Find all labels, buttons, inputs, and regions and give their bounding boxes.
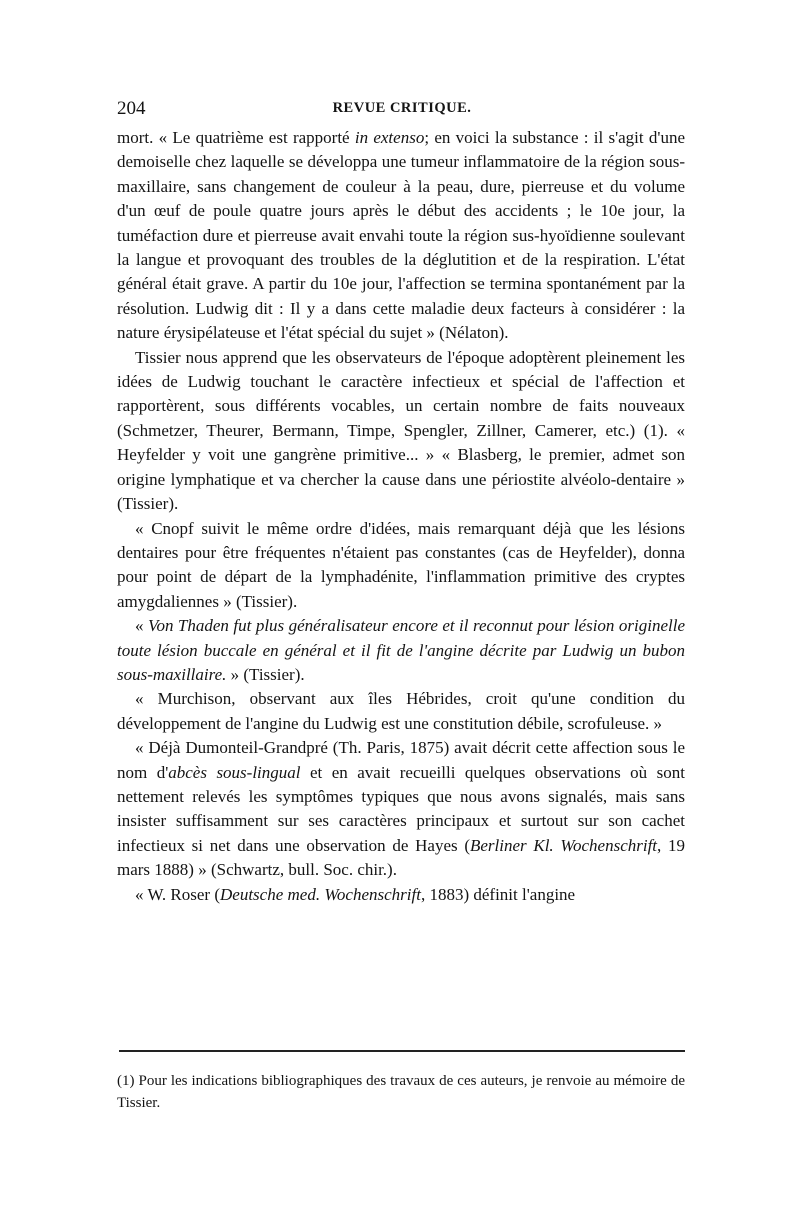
paragraph bbox=[117, 883, 685, 907]
text-run: « bbox=[135, 616, 148, 636]
page-header bbox=[117, 98, 687, 124]
footnote-separator bbox=[119, 1050, 685, 1052]
paragraph bbox=[117, 346, 685, 517]
italic-run: Von Thaden fut plus généralisateur encore et il reconnut pour lésion originelle toute lésion buccale en général et il fit de l'angine décrite par Ludwig un bubon sous-maxillaire. bbox=[117, 616, 685, 684]
text-run: « W. Roser ( bbox=[135, 884, 220, 904]
text-run: , 19 mars 1888) » (Schwartz, bull. Soc. chir.). bbox=[117, 835, 685, 880]
text-run: « Murchison, observant aux îles Hébrides, croit qu'une condition du développement de l'angine du Ludwig est une constitution débile, scrofuleuse. » bbox=[117, 689, 685, 733]
paragraph bbox=[117, 687, 685, 736]
italic-run: in extenso bbox=[354, 128, 425, 147]
text-run: Tissier nous apprend que les observateurs de l'époque adoptèrent pleinement les idées de Ludwig touchant le caractère infectieux et spécial de l'affection et rapportèrent, sous différents vocables, un certain nombre de faits nouveaux (Schmetzer, Theurer, Bermann, Timpe, Spengler, Zillner, Camerer, etc.) (1). « Heyfelder y voit une gangrène primitive... » « Blasberg, le premier, admet son origine lymphatique et va chercher la cause dans une périostite alvéolo-dentaire » (Tissier). bbox=[117, 347, 685, 514]
text-run: ; en voici la substance : il s'agit d'une demoiselle chez laquelle se développa une tumeur inflammatoire de la région sous-maxillaire, sans changement de couleur à la peau, dure, pierreuse et du volume d'un œuf de poule quatre jours après le début des accidents ; le 10e jour, la tuméfaction dure et pierreuse avait envahi toute la région sus-hyoïdienne soulevant la langue et provoquant des troubles de la déglutition et de la respiration. L'état général était grave. A partir du 10e jour, l'affection se termina spontanément par la résolution. Ludwig dit : Il y a dans cette maladie deux facteurs à considérer : la nature érysipélateuse et l'état spécial du sujet » (Nélaton). bbox=[117, 128, 685, 343]
italic-run: Berliner Kl. Wochenschrift bbox=[470, 835, 658, 855]
page-number: 204 bbox=[117, 98, 146, 119]
text-run: » (Tissier). bbox=[226, 664, 305, 684]
footnote: (1) Pour les indications bibliographiques des travaux de ces auteurs, je renvoie au mémoire de Tissier. bbox=[117, 1073, 685, 1111]
text-run: mort. « Le quatrième est rapporté bbox=[117, 128, 355, 147]
text-run: « Déjà Dumonteil-Grandpré (Th. Paris, 1875) avait décrit cette affection sous le nom d' bbox=[117, 738, 685, 782]
italic-run: abcès sous-lingual bbox=[168, 762, 301, 782]
running-title: REVUE CRITIQUE. bbox=[332, 100, 472, 116]
italic-run: Deutsche med. Wochenschrift bbox=[220, 884, 421, 904]
paragraph bbox=[117, 126, 685, 346]
paragraph bbox=[117, 614, 685, 687]
text-run: , 1883) définit l'angine bbox=[420, 884, 576, 904]
paragraph bbox=[117, 736, 685, 882]
paragraph bbox=[117, 517, 685, 615]
text-run: et en avait recueilli quelques observations où sont nettement relevés les symptômes typiques que nous avons signalés, mais sans insister suffisamment sur ses caractères principaux et surtout sur son cachet infectieux si net dans une observation de Hayes ( bbox=[117, 762, 685, 855]
body-text bbox=[117, 126, 685, 907]
text-run: « Cnopf suivit le même ordre d'idées, mais remarquant déjà que les lésions dentaires pour être fréquentes n'étaient pas constantes (cas de Heyfelder), donna pour point de départ de la lymphadénite, l'inflammation primitive des cryptes amygdaliennes » (Tissier). bbox=[117, 518, 685, 611]
